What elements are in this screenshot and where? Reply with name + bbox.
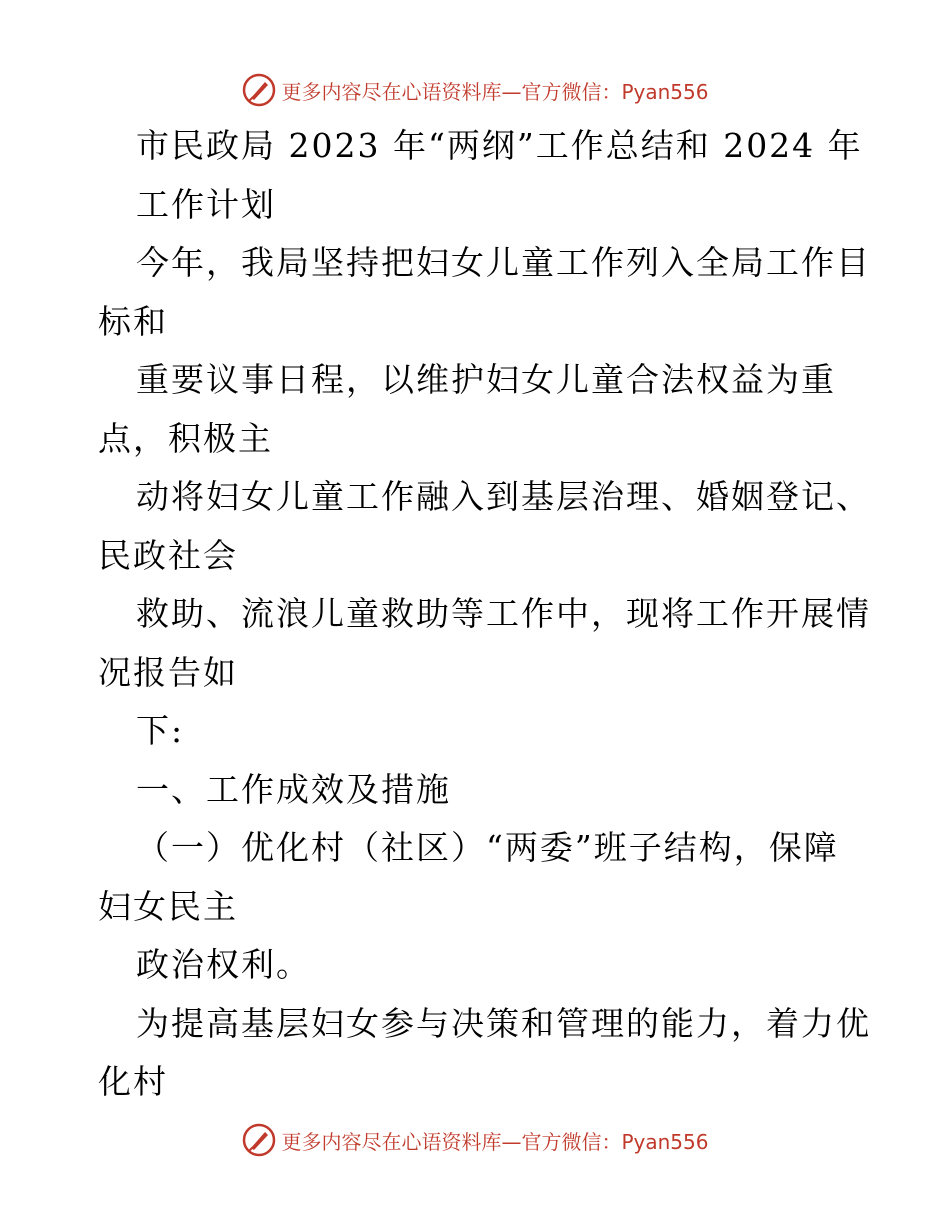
paragraph-line: 动将妇女儿童工作融入到基层治理、婚姻登记、 [136,477,871,516]
paragraph-line: 民政社会 [98,535,238,575]
paragraph-line: 为提高基层妇女参与决策和管理的能力，着力优 [136,1003,871,1043]
paragraph-line: 标和 [98,301,168,341]
paragraph-line: 一、工作成效及措施 [136,769,451,809]
watermark-contact: 官方微信：Pyan556 [521,1129,709,1154]
paragraph-line: 妇女民主 [98,886,238,926]
paragraph-line: 况报告如 [98,652,238,692]
header-watermark [0,70,950,110]
watermark-contact: 官方微信：Pyan556 [521,79,709,104]
paragraph-line: 点，积极主 [98,418,273,458]
paragraph-line: 下: [136,711,185,750]
paragraph-line: 救助、流浪儿童救助等工作中，现将工作开展情 [136,594,871,633]
quill-logo-icon [241,1122,277,1158]
paragraph-line: 重要议事日程，以维护妇女儿童合法权益为重 [136,360,836,399]
paragraph-line: 政治权利。 [136,945,311,984]
paragraph-line: 工作计划 [136,184,276,224]
paragraph-line: （一）优化村（社区）“两委”班子结构，保障 [136,828,839,867]
paragraph-line: 今年，我局坚持把妇女儿童工作列入全局工作目 [136,243,871,282]
paragraph-line: 市民政局 2023 年“两纲”工作总结和 2024 年 [136,126,863,165]
document-body [98,117,871,1112]
watermark-text: 更多内容尽在心语资料库 [281,1129,502,1154]
quill-logo-icon [241,72,277,108]
footer-watermark [0,1120,950,1160]
paragraph-line: 化村 [98,1062,168,1101]
watermark-text: 更多内容尽在心语资料库 [281,79,502,104]
watermark-separator: — [501,1129,522,1154]
watermark-separator: — [501,79,522,104]
